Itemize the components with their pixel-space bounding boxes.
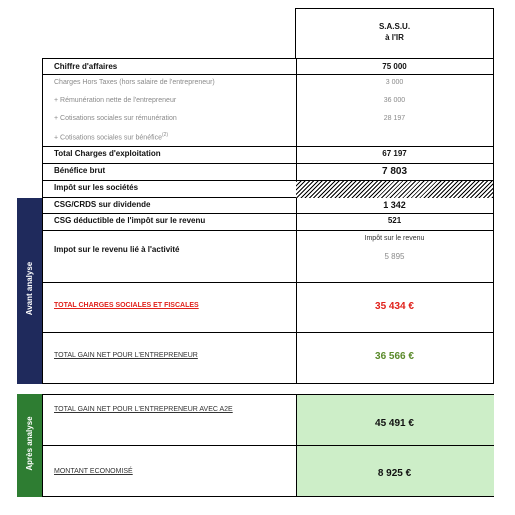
- row-value: 1 342: [383, 200, 406, 210]
- row-label: MONTANT ECONOMISÉ: [54, 468, 133, 475]
- row-gain-net: [42, 333, 494, 384]
- column-title-line2: à l'IR: [385, 33, 404, 42]
- row-value: 3 000: [385, 79, 404, 86]
- row-csg-crds: [42, 198, 494, 214]
- side-band-apres: [17, 394, 42, 497]
- row-label: TOTAL GAIN NET POUR L'ENTREPRENEUR: [54, 352, 198, 359]
- row-total-charges: [42, 146, 494, 162]
- row-remuneration: [42, 95, 494, 110]
- row-label: Chiffre d'affaires: [54, 62, 118, 71]
- footnote-marker: (2): [161, 132, 169, 138]
- row-value: 45 491 €: [375, 418, 414, 429]
- row-label: Impôt sur les sociétés: [54, 183, 139, 192]
- row-value-caption: Impôt sur le revenu: [364, 235, 425, 242]
- row-benefice-brut: [42, 163, 494, 180]
- row-value: 35 434 €: [375, 301, 414, 312]
- row-label: CSG/CRDS sur dividende: [54, 200, 151, 209]
- row-label: + Cotisations sociales sur bénéfice: [54, 134, 162, 142]
- row-value: 36 000: [383, 97, 406, 104]
- row-total-charges-sociales-fiscales: [42, 283, 494, 333]
- row-value: 67 197: [382, 149, 407, 158]
- row-label: Total Charges d'exploitation: [54, 149, 161, 158]
- hatched-cell: [296, 181, 493, 198]
- row-impot-revenu: [42, 231, 494, 283]
- row-label: Bénéfice brut: [54, 166, 106, 175]
- row-label: TOTAL CHARGES SOCIALES ET FISCALES: [54, 302, 199, 309]
- row-cotisations-remuneration: [42, 113, 494, 128]
- row-montant-economise: [42, 446, 494, 497]
- row-label: + Cotisations sociales sur rémunération: [54, 115, 177, 122]
- row-value: 8 925 €: [377, 468, 412, 479]
- side-label-avant: Avant analyse: [25, 261, 34, 316]
- row-cotisations-benefice: [42, 130, 494, 145]
- row-label: Charges Hors Taxes (hors salaire de l'entrepreneur): [54, 79, 215, 86]
- row-label: + Rémunération nette de l'entrepreneur: [54, 97, 177, 104]
- row-chiffre-affaires: [42, 60, 494, 75]
- column-header: [295, 8, 494, 58]
- row-label: Impot sur le revenu lié à l'activité: [54, 245, 180, 254]
- row-value: 5 895: [384, 252, 405, 261]
- side-band-avant: [17, 198, 42, 384]
- row-charges-ht: [42, 77, 494, 92]
- row-value: 75 000: [382, 62, 407, 71]
- row-csg-deductible: [42, 214, 494, 231]
- row-value: 521: [387, 216, 402, 225]
- row-label: CSG déductible de l'impôt sur le revenu: [54, 216, 206, 225]
- row-label: TOTAL GAIN NET POUR L'ENTREPRENEUR AVEC A2E: [54, 406, 233, 413]
- row-gain-net-a2e: [42, 394, 494, 446]
- row-impot-societes: [42, 180, 494, 198]
- row-value: 7 803: [381, 166, 408, 177]
- row-value: 36 566 €: [375, 351, 414, 362]
- row-value: 28 197: [383, 115, 406, 122]
- side-label-apres: Après analyse: [25, 416, 34, 471]
- column-title-line1: S.A.S.U.: [378, 22, 411, 31]
